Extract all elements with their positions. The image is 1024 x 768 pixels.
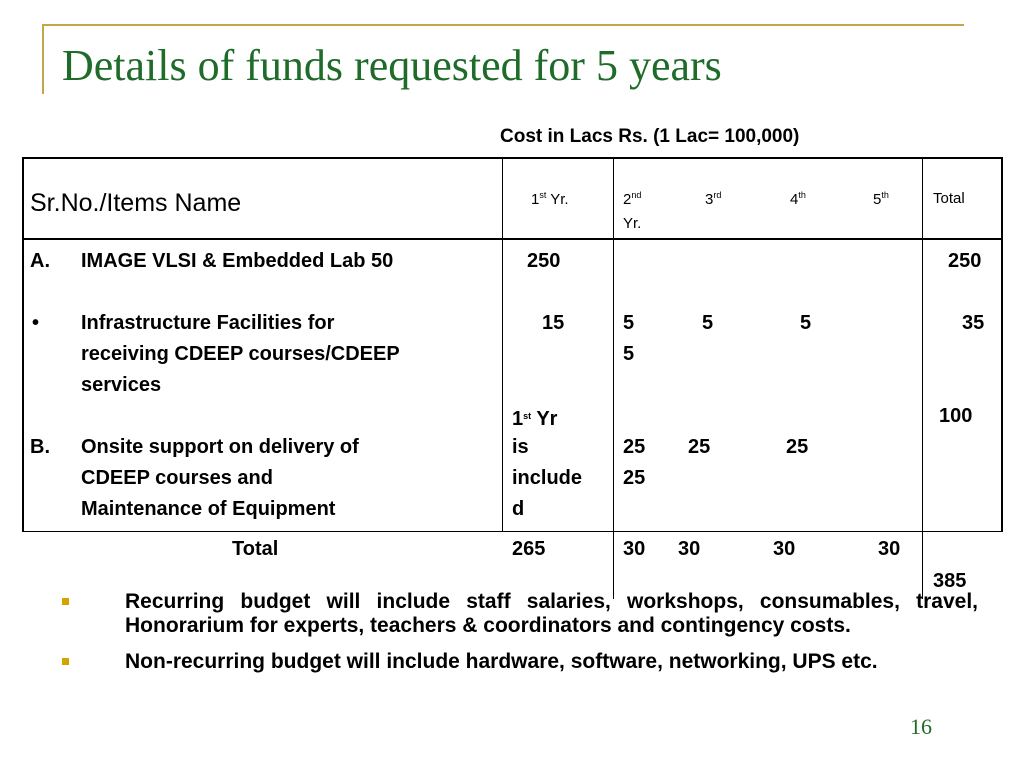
header-year-4: 4th (790, 190, 806, 208)
bullet-recurring-text: Recurring budget will include staff salaries, workshops, consumables, travel, Honorarium for experts, teachers & coordinators and contingency costs. (125, 590, 978, 637)
row-b-year-3: 25 (688, 436, 711, 458)
bullet-square-icon (62, 598, 69, 605)
row-a-name: IMAGE VLSI & Embedded Lab 50 (81, 250, 394, 272)
col-divider-items (502, 157, 503, 532)
cost-note: Cost in Lacs Rs. (1 Lac= 100,000) (500, 126, 800, 147)
row-b-year-2: 25 (623, 436, 646, 458)
page-number: 16 (910, 714, 932, 739)
row-b-name-line-2: CDEEP courses and (81, 467, 273, 489)
row-infra-year-5: 5 (623, 343, 635, 365)
row-b-year-1-line-2: is (512, 436, 529, 458)
total-row-year-3: 30 (678, 538, 701, 560)
budget-notes (62, 590, 978, 674)
header-year-2: 2nd (623, 190, 642, 208)
table-border-left (22, 157, 24, 532)
row-b-year-1-line-3: include (512, 467, 583, 489)
slide-title: Details of funds requested for 5 years (62, 41, 722, 90)
total-row-year-5: 30 (878, 538, 901, 560)
frame-left-rule (42, 24, 44, 94)
total-row-year-4: 30 (773, 538, 796, 560)
header-year-2-suffix: Yr. (623, 215, 642, 232)
row-infra-marker: • (32, 312, 40, 334)
header-item-name: Sr.No./Items Name (30, 189, 242, 217)
row-a-total: 250 (948, 250, 982, 272)
bullet-square-icon (62, 658, 69, 665)
row-infra-year-2: 5 (623, 312, 635, 334)
header-year-1: 1st Yr. (531, 190, 569, 208)
col-divider-total (922, 157, 923, 599)
total-row-year-2: 30 (623, 538, 646, 560)
header-total: Total (933, 190, 965, 207)
row-infra-total: 35 (962, 312, 985, 334)
row-b-total: 100 (939, 405, 973, 427)
row-infra-name-line-1: Infrastructure Facilities for (81, 312, 335, 334)
row-b-name-line-1: Onsite support on delivery of (81, 436, 359, 458)
row-b-marker: B. (30, 436, 50, 458)
frame-top-rule (42, 24, 964, 26)
row-infra-year-4: 5 (800, 312, 812, 334)
row-b-name-line-3: Maintenance of Equipment (81, 498, 336, 520)
col-divider-y1 (613, 157, 614, 599)
row-b-year-1-line-1: 1st Yr (512, 408, 558, 430)
header-divider (22, 238, 1003, 240)
total-divider (22, 531, 1003, 532)
row-a-year-1: 250 (527, 250, 561, 272)
bullet-non-recurring (62, 650, 978, 674)
row-b-year-1-line-4: d (512, 498, 525, 520)
bullet-non-recurring-text: Non-recurring budget will include hardware, software, networking, UPS etc. (125, 650, 878, 673)
funds-table (22, 157, 1003, 599)
row-infra-name-line-2: receiving CDEEP courses/CDEEP (81, 343, 400, 365)
row-infra-name-line-3: services (81, 374, 162, 396)
table-border-top (22, 157, 1003, 159)
total-row-total: 385 (933, 570, 967, 592)
row-infra-year-3: 5 (702, 312, 714, 334)
total-row-year-1: 265 (512, 538, 546, 560)
row-b-year-4: 25 (786, 436, 809, 458)
total-row-label: Total (232, 538, 279, 560)
header-year-3: 3rd (705, 190, 722, 208)
table-border-right (1001, 157, 1003, 532)
bullet-recurring (62, 590, 978, 638)
row-b-year-5: 25 (623, 467, 646, 489)
row-infra-year-1: 15 (542, 312, 565, 334)
header-year-5: 5th (873, 190, 889, 208)
row-a-marker: A. (30, 250, 50, 272)
